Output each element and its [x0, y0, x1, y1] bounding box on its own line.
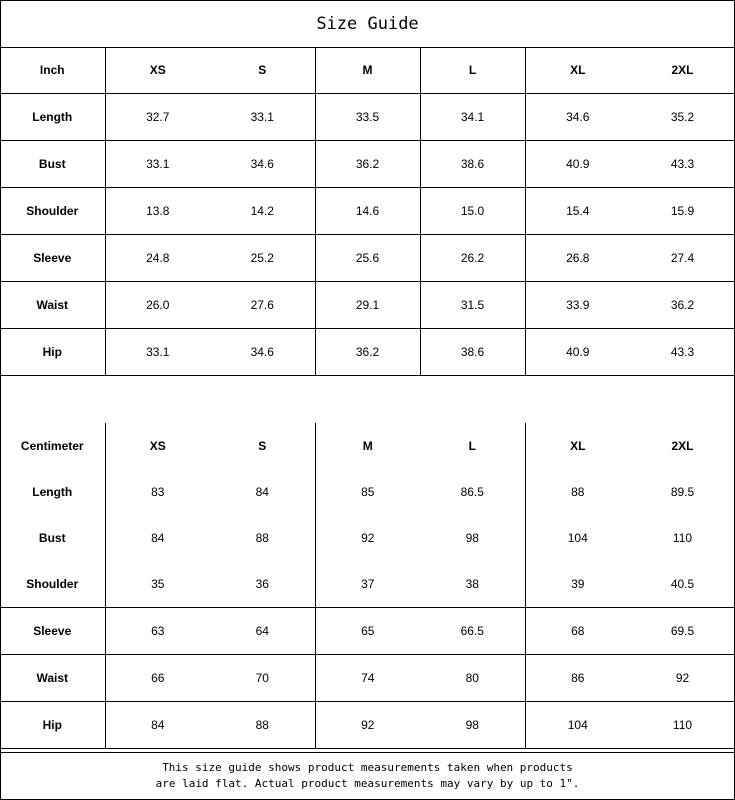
measurement-value: 43.3: [630, 329, 735, 376]
measurement-value: 34.6: [210, 141, 315, 188]
measurement-value: 104: [567, 531, 588, 545]
table-row: [0, 282, 735, 329]
measurement-value: 37: [361, 577, 375, 591]
measurement-value: 24.8: [105, 235, 210, 282]
centimeter-table-body: [0, 423, 735, 749]
measurement-value: 14.6: [315, 188, 420, 235]
unit-header: Centimeter: [0, 423, 105, 469]
measurement-value: 38: [420, 561, 525, 608]
inch-size-table: [0, 47, 735, 376]
measurement-value: 88: [571, 485, 585, 499]
measurement-value: 98: [420, 515, 525, 561]
measurement-value: 98: [420, 702, 525, 749]
table-row: [0, 515, 735, 561]
measurement-value: 83: [151, 485, 165, 499]
size-header-l: L: [420, 423, 525, 469]
measurement-value: 74: [315, 655, 420, 702]
measurement-label-sleeve: Sleeve: [0, 235, 105, 282]
measurement-label-length: Length: [0, 94, 105, 141]
table-row: [0, 561, 735, 608]
measurement-label-waist: Waist: [0, 655, 105, 702]
measurement-value: 92: [361, 531, 375, 545]
measurement-value: 80: [420, 655, 525, 702]
measurement-value: 40.9: [525, 141, 630, 188]
measurement-value: 25.6: [315, 235, 420, 282]
measurement-value: 25.2: [210, 235, 315, 282]
measurement-value: 33.1: [105, 141, 210, 188]
table-row: [0, 94, 735, 141]
measurement-value: 85: [361, 485, 375, 499]
measurement-value: 86: [525, 655, 630, 702]
measurement-value: 89.5: [670, 485, 695, 499]
measurement-label-shoulder: Shoulder: [0, 561, 105, 608]
unit-header: Inch: [0, 47, 105, 94]
measurement-value: 14.2: [210, 188, 315, 235]
table-row: [0, 608, 735, 655]
measurement-value: 26.2: [420, 235, 525, 282]
measurement-value: 65: [315, 608, 420, 655]
measurement-value: 33.1: [105, 329, 210, 376]
measurement-label-bust: Bust: [0, 141, 105, 188]
size-header-xl: XL: [525, 47, 630, 94]
measurement-value: 38.6: [420, 329, 525, 376]
measurement-label-shoulder: Shoulder: [0, 188, 105, 235]
measurement-value: 31.5: [420, 282, 525, 329]
measurement-value: 86.5: [420, 469, 525, 515]
size-header-xs: XS: [105, 47, 210, 94]
table-row: [0, 188, 735, 235]
measurement-value: 33.9: [525, 282, 630, 329]
measurement-label-hip: Hip: [0, 702, 105, 749]
measurement-value: 66: [105, 655, 210, 702]
size-header-xl: XL: [570, 439, 586, 453]
measurement-value: 84: [105, 702, 210, 749]
measurement-value: 26.8: [525, 235, 630, 282]
measurement-label-hip: Hip: [0, 329, 105, 376]
size-header-2xl: 2XL: [671, 439, 694, 453]
centimeter-size-table: [0, 423, 735, 749]
note-line-2: are laid flat. Actual product measurements may vary by up to 1".: [155, 777, 580, 790]
measurement-value: 35.2: [630, 94, 735, 141]
table-row: [0, 655, 735, 702]
measurement-value: 69.5: [630, 608, 735, 655]
measurement-label-waist: Waist: [0, 282, 105, 329]
table-row: [0, 141, 735, 188]
measurement-value: 36.2: [630, 282, 735, 329]
measurement-value: 34.1: [420, 94, 525, 141]
measurement-value: 15.9: [630, 188, 735, 235]
measurement-value: 26.0: [105, 282, 210, 329]
measurement-value: 40.5: [670, 577, 695, 591]
inch-table-body: [0, 47, 735, 376]
size-header-2xl: 2XL: [630, 47, 735, 94]
measurement-value: 92: [630, 655, 735, 702]
measurement-value: 104: [525, 702, 630, 749]
measurement-value: 64: [210, 608, 315, 655]
size-header-xs: XS: [149, 439, 166, 453]
measurement-value: 33.5: [315, 94, 420, 141]
measurement-value: 88: [210, 702, 315, 749]
measurement-value: 88: [210, 515, 315, 561]
measurement-value: 36.2: [315, 329, 420, 376]
measurement-value: 34.6: [210, 329, 315, 376]
measurement-value: 15.0: [420, 188, 525, 235]
measurement-value: 84: [151, 531, 165, 545]
measurement-label-bust: Bust: [0, 515, 105, 561]
measurement-value: 66.5: [420, 608, 525, 655]
measurement-value: 40.9: [525, 329, 630, 376]
size-header-s: S: [210, 423, 315, 469]
measurement-value: 33.1: [210, 94, 315, 141]
measurement-value: 36.2: [315, 141, 420, 188]
table-row: [0, 329, 735, 376]
measurement-value: 27.6: [210, 282, 315, 329]
measurement-note: [1, 752, 734, 799]
note-line-1: This size guide shows product measurements taken when products: [162, 761, 573, 774]
table-header-row: [0, 47, 735, 94]
measurement-value: 34.6: [525, 94, 630, 141]
measurement-value: 39: [571, 577, 585, 591]
measurement-value: 32.7: [105, 94, 210, 141]
measurement-label-length: Length: [0, 469, 105, 515]
page-title: Size Guide: [1, 1, 734, 48]
measurement-value: 84: [210, 469, 315, 515]
measurement-value: 29.1: [315, 282, 420, 329]
size-header-s: S: [210, 47, 315, 94]
measurement-value: 13.8: [105, 188, 210, 235]
measurement-value: 63: [105, 608, 210, 655]
measurement-label-sleeve: Sleeve: [0, 608, 105, 655]
table-row: [0, 469, 735, 515]
measurement-value: 68: [525, 608, 630, 655]
measurement-value: 110: [672, 531, 693, 545]
measurement-value: 43.3: [630, 141, 735, 188]
table-header-row: [0, 423, 735, 469]
measurement-value: 110: [630, 702, 735, 749]
measurement-value: 92: [315, 702, 420, 749]
measurement-value: 35: [151, 577, 165, 591]
table-row: [0, 702, 735, 749]
measurement-value: 15.4: [525, 188, 630, 235]
measurement-value: 70: [210, 655, 315, 702]
table-row: [0, 235, 735, 282]
size-header-m: M: [362, 439, 373, 453]
measurement-value: 27.4: [630, 235, 735, 282]
measurement-value: 36: [210, 561, 315, 608]
size-header-l: L: [420, 47, 525, 94]
measurement-value: 38.6: [420, 141, 525, 188]
size-header-m: M: [315, 47, 420, 94]
